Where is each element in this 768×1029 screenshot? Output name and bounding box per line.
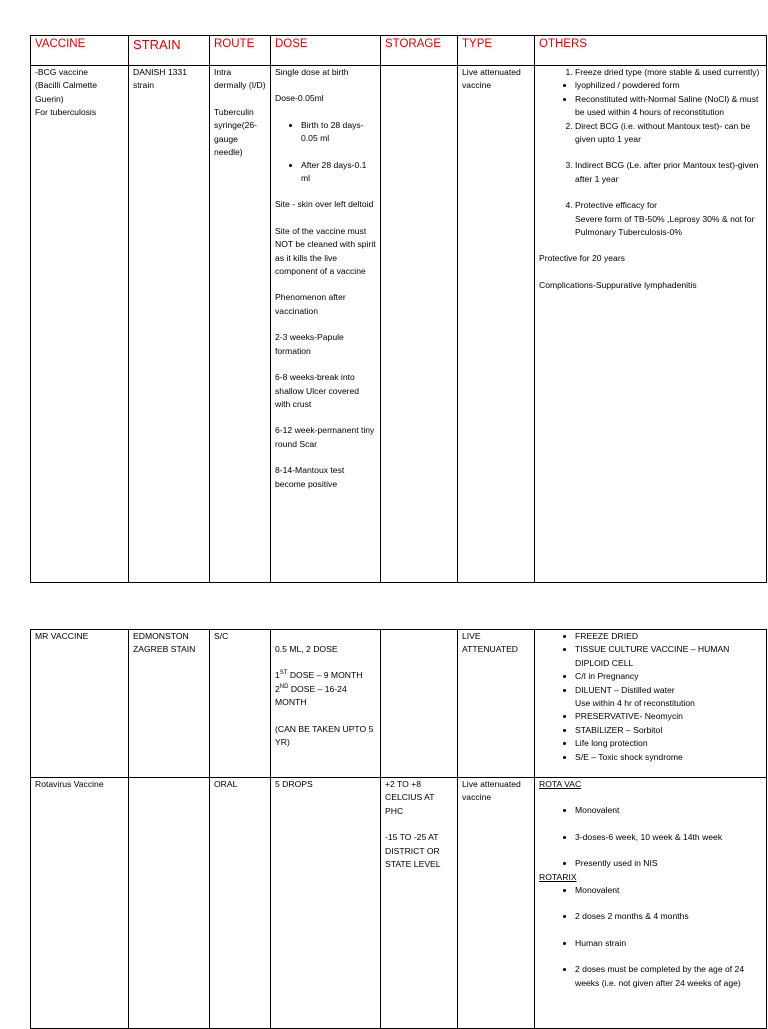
rotarix-title: ROTARIX [539,871,577,882]
mr-dose-1-num: 1 [275,670,280,681]
mr-type: LIVE ATTENUATED [458,630,535,778]
bcg-storage [381,66,458,583]
list-item: 3. Indirect BCG (Le. after prior Mantoux test)-given after 1 year [575,159,762,186]
list-item: • FREEZE DRIED [575,630,762,643]
mr-dose-2-sup: ND [279,683,289,690]
header-type: TYPE [458,36,535,66]
rota-storage-b: -15 TO -25 AT DISTRICT OR STATE LEVEL [385,832,441,870]
bcg-others-4a: Protective efficacy for [575,200,657,211]
list-item: • After 28 days-0.1 ml [301,159,376,186]
list-item [575,199,762,239]
vaccine-table-bcg [30,35,767,583]
bcg-dose-amount: Dose-0.05ml [275,93,324,104]
rota-route: ORAL [210,778,271,1029]
list-item: • PRESERVATIVE- Neomycin [575,710,762,723]
list-item: • Monovalent [575,804,762,817]
bcg-dose-para: 6-12 week-permanent tiny round Scar [275,425,375,449]
list-item: • TISSUE CULTURE VACCINE – HUMAN DIPLOID CELL [575,643,762,670]
bcg-type: Live attenuated vaccine [458,66,535,583]
list-item: • C/I in Pregnancy [575,670,762,683]
rotavac-list [539,804,762,870]
list-item: • Birth to 28 days-0.05 ml [301,119,376,146]
header-dose: DOSE [271,36,381,66]
bcg-dose-para: Phenomenon after vaccination [275,292,346,316]
mr-dose-cell [271,630,381,778]
mr-dose-1-sup: ST [279,670,288,677]
bcg-strain: DANISH 1331 strain [129,66,210,583]
header-strain: STRAIN [129,36,210,66]
bcg-vaccine-line: -BCG vaccine [35,67,89,77]
list-item: • Human strain [575,937,762,950]
bcg-others-cell [535,66,767,583]
list-item: • S/E – Toxic shock syndrome [575,751,762,764]
mr-diluent: DILUENT – Distilled water [575,684,675,695]
mr-others-cell [535,630,767,778]
list-item: • STABILIZER – Sorbitol [575,724,762,737]
bcg-complications: Complications-Suppurative lymphadenitis [539,279,697,290]
header-storage: STORAGE [381,36,458,66]
rota-storage-cell [381,778,458,1029]
header-row [31,36,767,66]
header-route: ROUTE [210,36,271,66]
mr-storage [381,630,458,778]
list-item: • Reconstituted with-Normal Saline (NoCl) & must be used within 4 hours of reconstitution [575,93,762,120]
bcg-vaccine-line: (Bacilli Calmette [35,80,98,91]
rota-storage-a: +2 TO +8 CELCIUS AT PHC [385,779,435,816]
bcg-dose-para: Site of the vaccine must NOT be cleaned with spirit as it kills the live component of a vaccine [275,225,376,277]
mr-dose-2-num: 2 [275,683,280,694]
list-item: • 3-doses-6 week, 10 week & 14th week [575,831,762,844]
rota-others-cell [535,778,767,1029]
list-item: • Presently used in NIS [575,857,762,870]
rota-row [31,778,767,1029]
bcg-dose-para: 6-8 weeks-break into shallow Ulcer covered with crust [275,372,360,409]
mr-route: S/C [210,630,271,778]
bcg-vaccine-cell [31,66,129,583]
bcg-dose-para: 8-14-Mantoux test become positive [275,465,345,489]
bcg-dose-para: Site - skin over left deltoid [275,199,374,210]
mr-strain: EDMONSTON ZAGREB STAIN [129,630,210,778]
mr-vaccine: MR VACCINE [31,630,129,778]
rota-dose: 5 DROPS [271,778,381,1029]
bcg-dose-intro: Single dose at birth [275,67,349,77]
rotavac-title: ROTA VAC [539,779,582,789]
header-vaccine: VACCINE [31,36,129,66]
bcg-dose-bullets [275,119,376,186]
rota-vaccine: Rotavirus Vaccine [31,778,129,1029]
bcg-row [31,66,767,583]
bcg-others-list-b [539,120,762,240]
rotarix-list [539,884,762,990]
mr-dose-2-text: DOSE – 16-24 MONTH [275,683,347,708]
bcg-dose-cell [271,66,381,583]
bcg-route-cell [210,66,271,583]
bcg-vaccine-line: For tuberculosis [35,107,97,118]
list-item: • Life long protection [575,737,762,750]
rota-type: Live attenuated vaccine [458,778,535,1029]
mr-dose-1-text: DOSE – 9 MONTH [287,670,363,681]
list-item: 1. Freeze dried type (more stable & used currently) [575,66,762,79]
bcg-dose-para: 2-3 weeks-Papule formation [275,332,344,356]
list-item: • lyophilized / powdered form [575,79,762,92]
mr-row [31,630,767,778]
list-item: • 2 doses 2 months & 4 months [575,910,762,923]
mr-dose-1 [275,669,376,682]
mr-others-list [539,630,762,764]
mr-diluent-note: Use within 4 hr of reconstitution [575,698,695,709]
bcg-others-list-a [539,66,762,79]
list-item: • Monovalent [575,884,762,897]
bcg-route-b: Tuberculin syringe(26-gauge needle) [214,106,257,158]
mr-dose-note: (CAN BE TAKEN UPTO 5 YR) [275,723,374,748]
bcg-protective: Protective for 20 years [539,253,625,264]
mr-dose-2 [275,683,376,710]
bcg-vaccine-line: Guerin) [35,93,64,104]
list-item: • 2 doses must be completed by the age of 24 weeks (i.e. not given after 24 weeks of age) [575,963,762,990]
list-item [575,684,762,711]
header-others: OTHERS [535,36,767,66]
mr-dose-amount: 0.5 ML, 2 DOSE [275,644,338,654]
bcg-others-bullets [539,79,762,119]
bcg-route-a: Intra dermally (I/D) [214,67,266,91]
rota-strain [129,778,210,1029]
list-item: 2. Direct BCG (i.e. without Mantoux test)- can be given upto 1 year [575,120,762,147]
vaccine-table-mr-rota [30,629,767,1029]
bcg-others-4b: Severe form of TB-50% ,Leprosy 30% & not for Pulmonary Tuberculosis-0% [575,213,755,238]
